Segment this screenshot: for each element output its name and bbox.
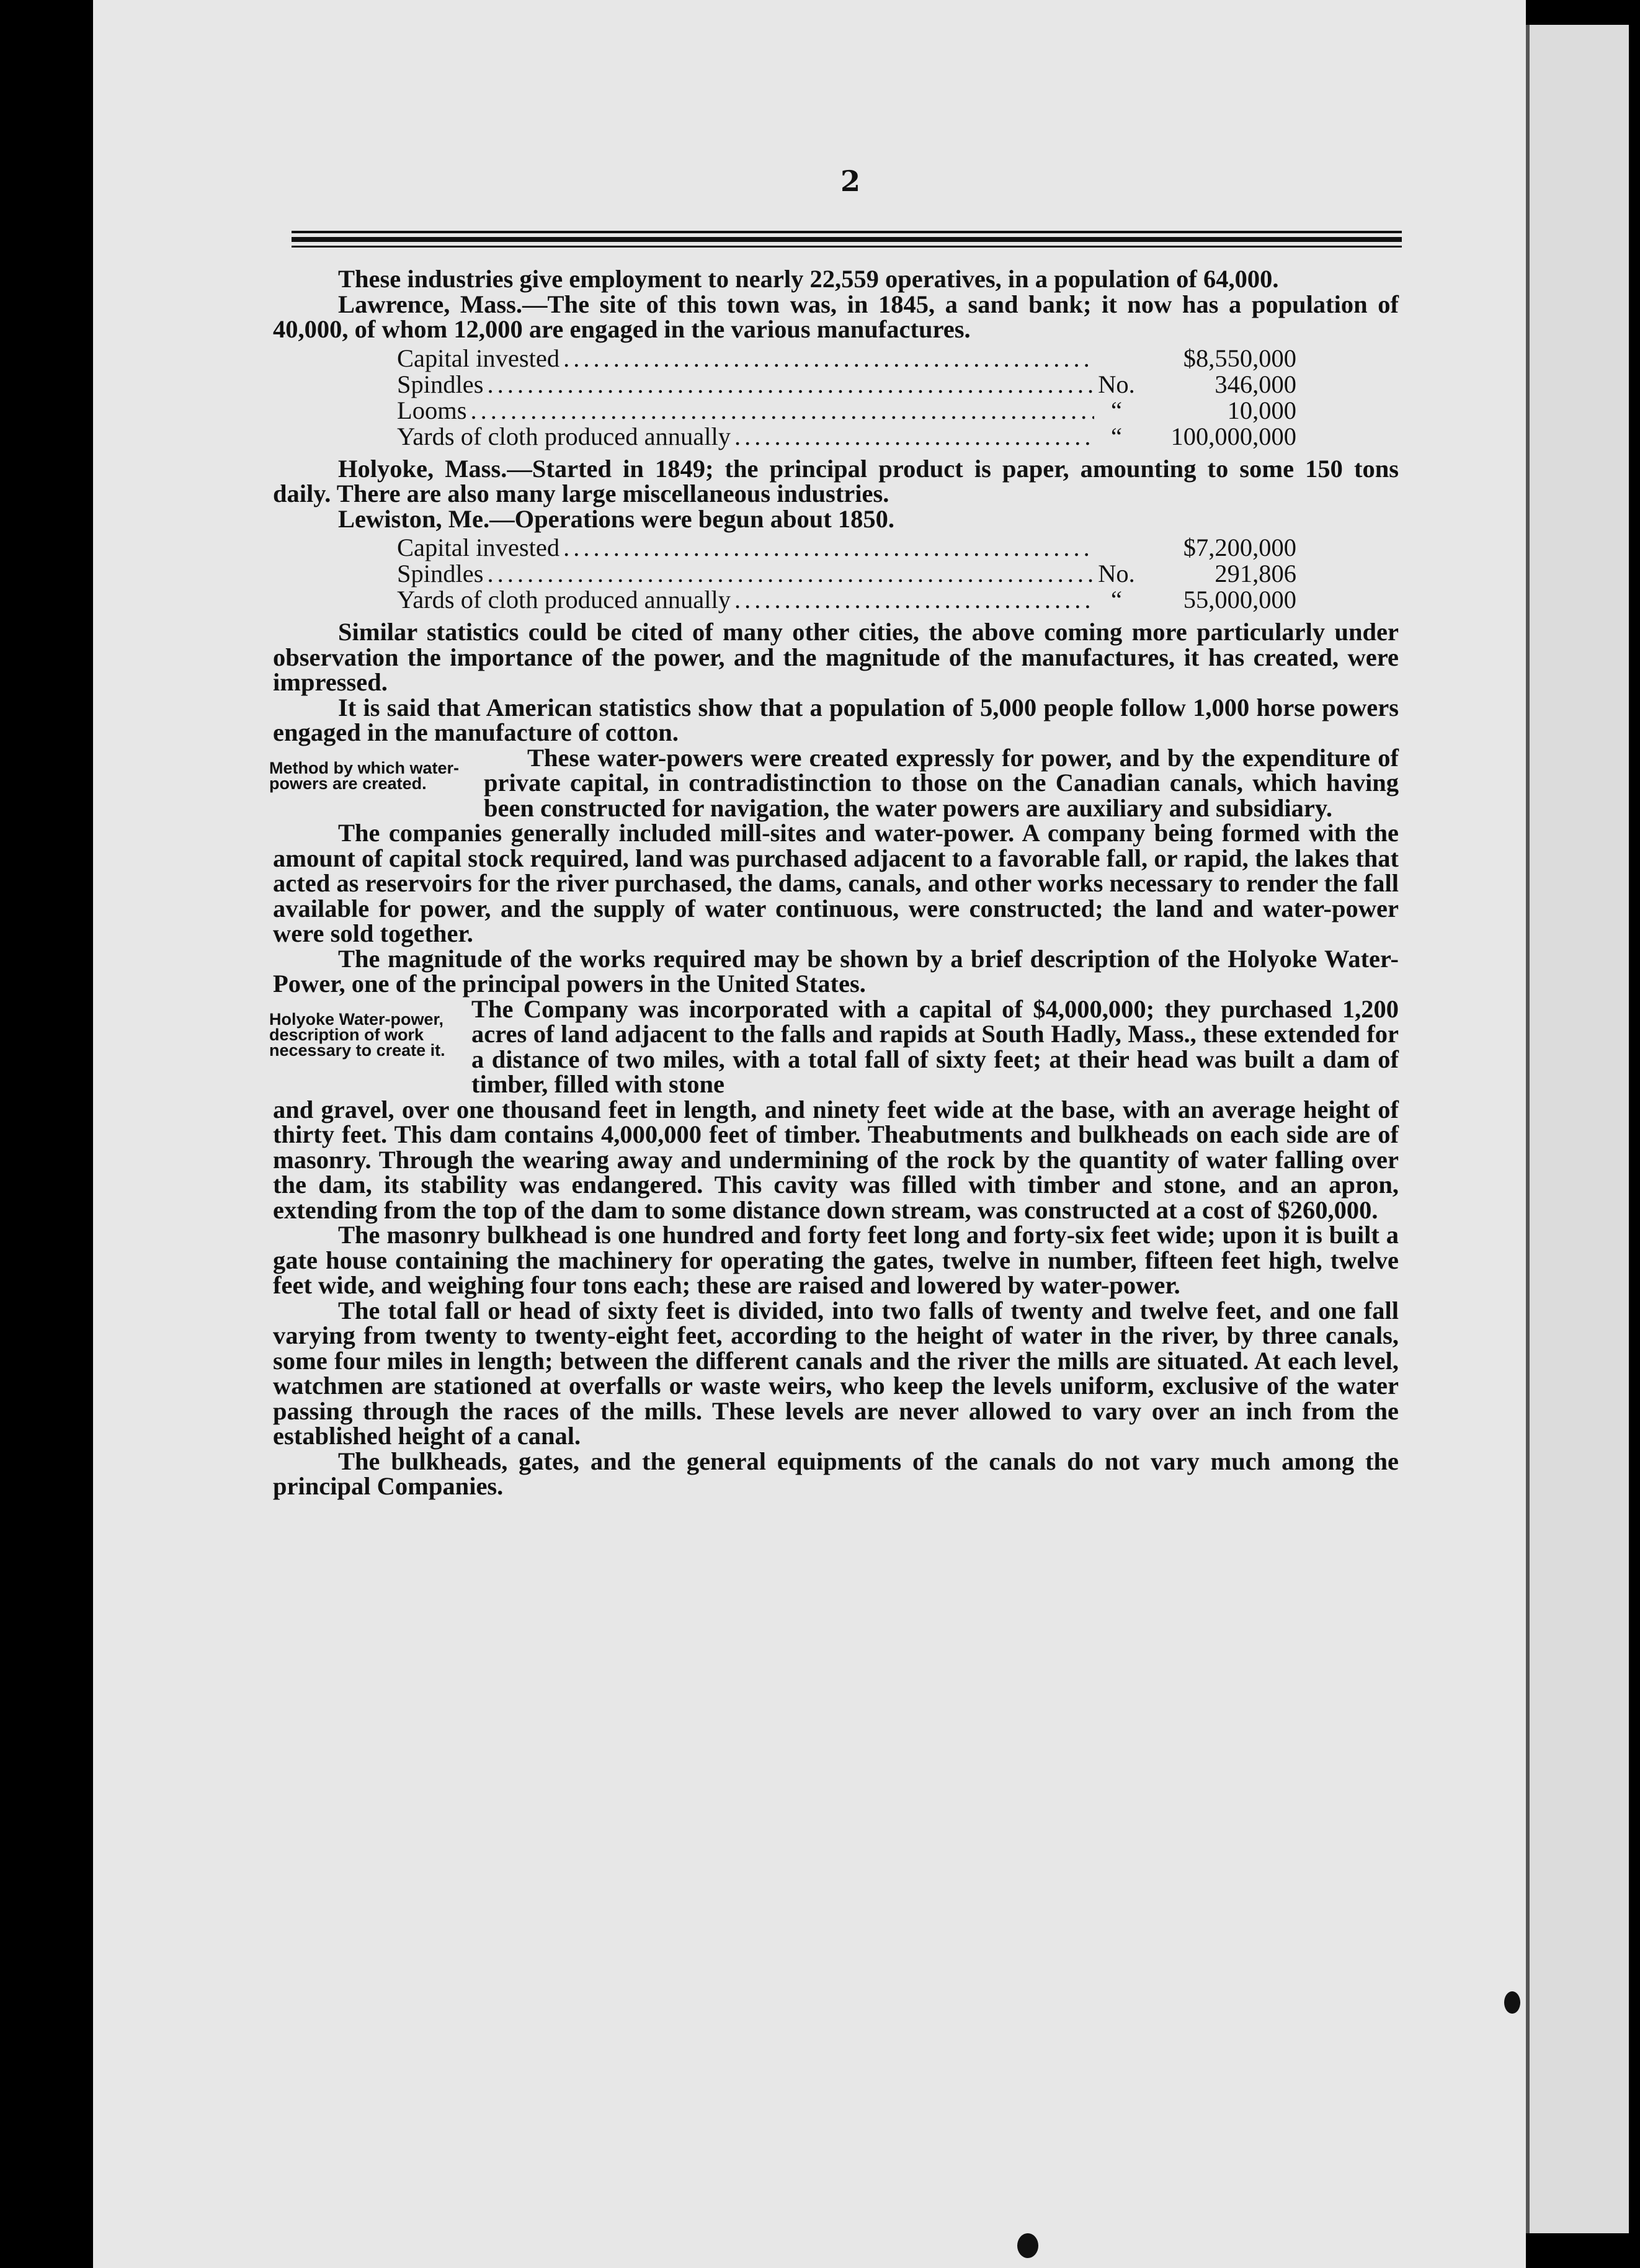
stats-row bbox=[397, 372, 1296, 398]
stats-row bbox=[397, 424, 1296, 450]
stats-unit: No. bbox=[1098, 370, 1135, 398]
paragraph-equipments: The bulkheads, gates, and the general equipments of the canals do not vary much among the principal Companies. bbox=[273, 1447, 1399, 1500]
section-holyoke-description bbox=[269, 994, 1399, 1098]
leader-dots bbox=[563, 535, 1094, 561]
leader-dots bbox=[488, 372, 1094, 398]
page-number: 2 bbox=[840, 164, 861, 198]
paragraph-companies: The companies generally included mill-sites and water-power. A company being formed with the amount of capital stock required, land was purchased adjacent to a favorable fall, or rapid, the lakes that acted as reservoirs for the river purchased, the dams, canals, and other works necessary to render the fall available for power, and the supply of water continuous, were constructed; the land and water-power were sold together. bbox=[273, 819, 1399, 947]
stats-value: $7,200,000 bbox=[1183, 534, 1296, 561]
margin-note-holyoke: Holyoke Water-power, description of work necessary to create it. bbox=[269, 1009, 445, 1060]
stats-label: Yards of cloth produced annually bbox=[397, 422, 731, 450]
stats-value: 10,000 bbox=[1227, 396, 1296, 424]
lawrence-stats-table bbox=[397, 346, 1296, 450]
stats-value: 55,000,000 bbox=[1183, 586, 1296, 614]
stats-unit: No. bbox=[1098, 560, 1135, 587]
lewiston-stats-table bbox=[397, 535, 1296, 614]
paragraph-magnitude: The magnitude of the works required may be shown by a brief description of the Holyoke Water-Power, one of the principal powers in the United States. bbox=[273, 944, 1399, 998]
stats-value: 291,806 bbox=[1214, 560, 1296, 587]
paragraph-lawrence: Lawrence, Mass.—The site of this town was, in 1845, a sand bank; it now has a population of 40,000, of whom 12,000 are engaged in the various manufactures. bbox=[273, 290, 1399, 343]
paragraph-water-powers: These water-powers were created expressly for power, and by the expenditure of private capital, in contradistinction to those on the Canadian canals, which having been constructed for navigation, the water powers are auxiliary and subsidiary. bbox=[484, 743, 1399, 822]
paragraph-american-statistics: It is said that American statistics show that a population of 5,000 people follow 1,000 horse powers engaged in the manufacture of cotton. bbox=[273, 693, 1399, 746]
stats-label: Yards of cloth produced annually bbox=[397, 586, 731, 614]
leader-dots bbox=[471, 398, 1094, 424]
margin-note-method: Method by which water-powers are created. bbox=[269, 758, 460, 793]
stats-value: 100,000,000 bbox=[1170, 422, 1296, 450]
stats-row bbox=[397, 398, 1296, 424]
leader-dots bbox=[488, 561, 1094, 587]
header-rule-thick bbox=[292, 237, 1402, 242]
stats-row bbox=[397, 561, 1296, 587]
paragraph-company-incorporated: The Company was incorporated with a capital of $4,000,000; they purchased 1,200 acres of land adjacent to the falls and rapids at South Hadly, Mass., these extended for a distance of two miles, with a total fall of sixty feet; at their head was built a dam of timber, filled with stone bbox=[471, 994, 1399, 1098]
stats-row bbox=[397, 346, 1296, 372]
paragraph-total-fall: The total fall or head of sixty feet is divided, into two falls of twenty and twelve feet, and one fall varying from twenty to twenty-eight feet, according to the height of water in the river, by three canals, some four miles in length; between the different canals and the river the mills are situated. At each level, watchmen are stationed at overfalls or waste weirs, who keep the levels uniform, exclusive of the water passing through the races of the mills. These levels are never allowed to vary over an inch from the established height of a canal. bbox=[273, 1296, 1399, 1450]
stats-label: Spindles bbox=[397, 560, 484, 587]
ink-spot bbox=[1017, 2233, 1038, 2258]
stats-unit: “ bbox=[1111, 396, 1122, 424]
stats-unit: “ bbox=[1111, 586, 1122, 614]
stats-unit: “ bbox=[1111, 422, 1122, 450]
header-rule bbox=[292, 231, 1402, 233]
stats-value: 346,000 bbox=[1214, 370, 1296, 398]
body-text bbox=[269, 265, 1399, 1500]
paragraph-holyoke: Holyoke, Mass.—Started in 1849; the principal product is paper, amounting to some 150 tons daily. There are also many large miscellaneous industries. bbox=[273, 454, 1399, 507]
leader-dots bbox=[734, 587, 1094, 613]
stats-label: Spindles bbox=[397, 370, 484, 398]
stats-row bbox=[397, 535, 1296, 561]
stats-value: $8,550,000 bbox=[1183, 344, 1296, 372]
paragraph-employment: These industries give employment to nearly 22,559 operatives, in a population of 64,000. bbox=[338, 265, 1279, 293]
stats-label: Capital invested bbox=[397, 344, 560, 372]
header-rule-lower bbox=[292, 246, 1402, 248]
ink-spot bbox=[1504, 1991, 1520, 2014]
leader-dots bbox=[563, 346, 1094, 372]
stats-row bbox=[397, 587, 1296, 614]
adjacent-page-edge bbox=[1526, 25, 1629, 2233]
paragraph-dam-description: and gravel, over one thousand feet in length, and ninety feet wide at the base, with an average height of thirty feet. This dam contains 4,000,000 feet of timber. Theabutments and bulkheads on each side are of masonry. Through the wearing away and undermining of the rock by the quantity of water falling over the dam, its stability was endangered. This cavity was filled with timber and stone, and an apron, extending from the top of the dam to some distance down stream, was constructed at a cost of $260,000. bbox=[273, 1095, 1399, 1224]
stats-label: Looms bbox=[397, 396, 467, 424]
paragraph-bulkhead: The masonry bulkhead is one hundred and forty feet long and forty-six feet wide; upon it is built a gate house containing the machinery for operating the gates, twelve in number, fifteen feet high, twelve feet wide, and weighing four tons each; these are raised and lowered by water-power. bbox=[273, 1221, 1399, 1299]
section-method bbox=[269, 743, 1399, 822]
stats-label: Capital invested bbox=[397, 534, 560, 561]
paragraph-similar-statistics: Similar statistics could be cited of many other cities, the above coming more particularly under observation the importance of the power, and the magnitude of the manufactures, it has created, were impressed. bbox=[273, 618, 1399, 696]
leader-dots bbox=[734, 424, 1094, 450]
paragraph-lewiston: Lewiston, Me.—Operations were begun about 1850. bbox=[338, 504, 894, 533]
